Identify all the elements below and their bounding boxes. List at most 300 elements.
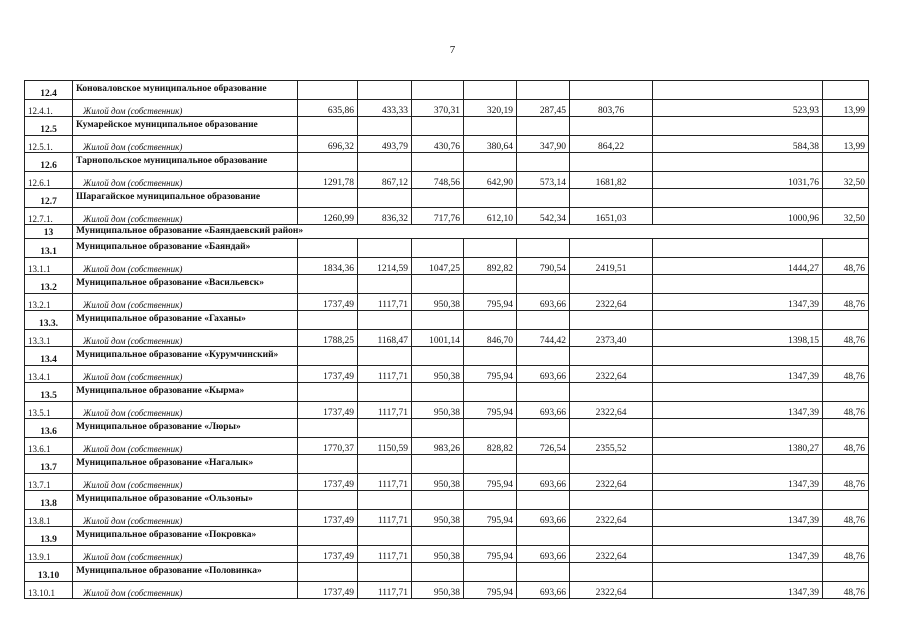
empty-cell [412, 383, 464, 402]
section-title: Муниципальное образование «Васильевск» [73, 275, 298, 294]
row-code: 13.10 [25, 563, 73, 582]
empty-cell [823, 189, 869, 208]
row-code: 13.5 [25, 383, 73, 402]
row-code: 13 [25, 225, 73, 239]
value-cell: 2419,51 [570, 258, 653, 275]
row-title: Жилой дом (собственник) [73, 438, 298, 455]
value-cell: 836,32 [358, 208, 412, 225]
value-cell: 748,56 [412, 172, 464, 189]
empty-cell [412, 275, 464, 294]
value-cell: 846,70 [464, 330, 517, 347]
row-code: 12.7.1. [25, 208, 73, 225]
empty-cell [464, 81, 517, 100]
empty-cell [653, 419, 823, 438]
empty-cell [358, 311, 412, 330]
empty-cell [464, 347, 517, 366]
value-cell: 2355,52 [570, 438, 653, 455]
empty-cell [412, 311, 464, 330]
value-cell: 635,86 [298, 100, 358, 117]
row-code: 12.7 [25, 189, 73, 208]
row-code: 12.5.1. [25, 136, 73, 153]
empty-cell [823, 239, 869, 258]
value-cell: 1398,15 [653, 330, 823, 347]
value-cell: 1444,27 [653, 258, 823, 275]
empty-cell [517, 419, 570, 438]
section-title: Муниципальное образование «Половинка» [73, 563, 298, 582]
row-code: 13.5.1 [25, 402, 73, 419]
section-row [25, 239, 869, 258]
value-cell: 1737,49 [298, 510, 358, 527]
section-title: Муниципальное образование «Баяндай» [73, 239, 298, 258]
value-cell: 1347,39 [653, 402, 823, 419]
table-row [25, 546, 869, 563]
value-cell: 1260,99 [298, 208, 358, 225]
empty-cell [412, 153, 464, 172]
empty-cell [464, 491, 517, 510]
empty-cell [412, 455, 464, 474]
empty-cell [570, 153, 653, 172]
row-code: 13.6 [25, 419, 73, 438]
table-row [25, 208, 869, 225]
value-cell: 1737,49 [298, 546, 358, 563]
empty-cell [653, 189, 823, 208]
row-title: Жилой дом (собственник) [73, 136, 298, 153]
empty-cell [412, 491, 464, 510]
empty-cell [298, 347, 358, 366]
row-title: Жилой дом (собственник) [73, 402, 298, 419]
empty-cell [298, 419, 358, 438]
value-cell: 1681,82 [570, 172, 653, 189]
section-title: Кумарейское муниципальное образование [73, 117, 298, 136]
empty-cell [570, 117, 653, 136]
empty-cell [517, 117, 570, 136]
empty-cell [517, 491, 570, 510]
empty-cell [358, 117, 412, 136]
row-title: Жилой дом (собственник) [73, 100, 298, 117]
empty-cell [823, 563, 869, 582]
row-title: Жилой дом (собственник) [73, 510, 298, 527]
value-cell: 48,76 [823, 438, 869, 455]
empty-cell [823, 117, 869, 136]
empty-cell [358, 347, 412, 366]
section-row [25, 81, 869, 100]
value-cell: 1168,47 [358, 330, 412, 347]
value-cell: 693,66 [517, 546, 570, 563]
row-title: Жилой дом (собственник) [73, 172, 298, 189]
empty-cell [570, 275, 653, 294]
empty-cell [298, 81, 358, 100]
value-cell: 1117,71 [358, 582, 412, 599]
value-cell: 726,54 [517, 438, 570, 455]
section-title: Муниципальное образование «Гаханы» [73, 311, 298, 330]
empty-cell [412, 347, 464, 366]
value-cell: 1000,96 [653, 208, 823, 225]
value-cell: 1737,49 [298, 582, 358, 599]
empty-cell [412, 563, 464, 582]
empty-cell [358, 563, 412, 582]
value-cell: 1737,49 [298, 402, 358, 419]
empty-cell [298, 383, 358, 402]
empty-cell [464, 455, 517, 474]
empty-cell [570, 455, 653, 474]
empty-cell [298, 527, 358, 546]
value-cell: 1788,25 [298, 330, 358, 347]
value-cell: 48,76 [823, 474, 869, 491]
table-row [25, 366, 869, 383]
empty-cell [517, 275, 570, 294]
empty-cell [464, 189, 517, 208]
value-cell: 13,99 [823, 136, 869, 153]
empty-cell [298, 239, 358, 258]
value-cell: 744,42 [517, 330, 570, 347]
row-code: 12.6.1 [25, 172, 73, 189]
empty-cell [517, 153, 570, 172]
section-row [25, 347, 869, 366]
empty-cell [358, 81, 412, 100]
empty-cell [653, 153, 823, 172]
empty-cell [464, 527, 517, 546]
value-cell: 696,32 [298, 136, 358, 153]
value-cell: 1117,71 [358, 510, 412, 527]
empty-cell [823, 455, 869, 474]
empty-cell [412, 189, 464, 208]
empty-cell [570, 189, 653, 208]
section-title: Муниципальное образование «Баяндаевский район» [73, 225, 869, 239]
value-cell: 950,38 [412, 402, 464, 419]
value-cell: 983,26 [412, 438, 464, 455]
empty-cell [298, 491, 358, 510]
row-code: 13.9.1 [25, 546, 73, 563]
empty-cell [823, 311, 869, 330]
empty-cell [464, 117, 517, 136]
value-cell: 32,50 [823, 172, 869, 189]
empty-cell [823, 153, 869, 172]
empty-cell [298, 153, 358, 172]
value-cell: 13,99 [823, 100, 869, 117]
empty-cell [570, 81, 653, 100]
empty-cell [653, 81, 823, 100]
table-body [25, 81, 869, 599]
empty-cell [412, 117, 464, 136]
value-cell: 1347,39 [653, 546, 823, 563]
table-row [25, 438, 869, 455]
value-cell: 693,66 [517, 366, 570, 383]
value-cell: 2373,40 [570, 330, 653, 347]
value-cell: 950,38 [412, 582, 464, 599]
empty-cell [653, 383, 823, 402]
section-title: Муниципальное образование «Нагалык» [73, 455, 298, 474]
value-cell: 693,66 [517, 474, 570, 491]
section-title: Тарнопольское муниципальное образование [73, 153, 298, 172]
value-cell: 1347,39 [653, 366, 823, 383]
value-cell: 950,38 [412, 366, 464, 383]
value-cell: 287,45 [517, 100, 570, 117]
row-code: 13.4.1 [25, 366, 73, 383]
empty-cell [298, 563, 358, 582]
table-row [25, 136, 869, 153]
value-cell: 2322,64 [570, 510, 653, 527]
empty-cell [517, 311, 570, 330]
empty-cell [823, 491, 869, 510]
empty-cell [358, 491, 412, 510]
empty-cell [823, 81, 869, 100]
table-row [25, 474, 869, 491]
value-cell: 693,66 [517, 402, 570, 419]
value-cell: 1347,39 [653, 294, 823, 311]
section-title: Муниципальное образование «Кырма» [73, 383, 298, 402]
row-code: 13.4 [25, 347, 73, 366]
row-title: Жилой дом (собственник) [73, 546, 298, 563]
section-row [25, 563, 869, 582]
value-cell: 1047,25 [412, 258, 464, 275]
empty-cell [653, 491, 823, 510]
empty-cell [517, 527, 570, 546]
value-cell: 1001,14 [412, 330, 464, 347]
row-code: 13.3.1 [25, 330, 73, 347]
empty-cell [823, 383, 869, 402]
empty-cell [570, 239, 653, 258]
value-cell: 32,50 [823, 208, 869, 225]
value-cell: 1737,49 [298, 366, 358, 383]
value-cell: 1347,39 [653, 474, 823, 491]
value-cell: 523,93 [653, 100, 823, 117]
row-title: Жилой дом (собственник) [73, 330, 298, 347]
empty-cell [823, 527, 869, 546]
empty-cell [358, 419, 412, 438]
value-cell: 584,38 [653, 136, 823, 153]
empty-cell [298, 311, 358, 330]
value-cell: 1770,37 [298, 438, 358, 455]
row-title: Жилой дом (собственник) [73, 366, 298, 383]
empty-cell [653, 563, 823, 582]
empty-cell [358, 527, 412, 546]
value-cell: 795,94 [464, 366, 517, 383]
section-title: Коноваловское муниципальное образование [73, 81, 298, 100]
empty-cell [823, 275, 869, 294]
value-cell: 1150,59 [358, 438, 412, 455]
value-cell: 693,66 [517, 582, 570, 599]
empty-cell [517, 455, 570, 474]
value-cell: 1214,59 [358, 258, 412, 275]
value-cell: 320,19 [464, 100, 517, 117]
value-cell: 892,82 [464, 258, 517, 275]
value-cell: 1117,71 [358, 474, 412, 491]
row-title: Жилой дом (собственник) [73, 294, 298, 311]
value-cell: 1651,03 [570, 208, 653, 225]
row-code: 13.2.1 [25, 294, 73, 311]
row-title: Жилой дом (собственник) [73, 474, 298, 491]
row-code: 13.8 [25, 491, 73, 510]
empty-cell [653, 527, 823, 546]
row-code: 13.1 [25, 239, 73, 258]
row-code: 12.4.1. [25, 100, 73, 117]
value-cell: 795,94 [464, 294, 517, 311]
value-cell: 795,94 [464, 510, 517, 527]
table-row [25, 402, 869, 419]
value-cell: 2322,64 [570, 294, 653, 311]
empty-cell [653, 347, 823, 366]
value-cell: 795,94 [464, 474, 517, 491]
value-cell: 430,76 [412, 136, 464, 153]
empty-cell [298, 275, 358, 294]
value-cell: 48,76 [823, 546, 869, 563]
empty-cell [653, 311, 823, 330]
empty-cell [412, 81, 464, 100]
empty-cell [823, 419, 869, 438]
section-row [25, 455, 869, 474]
value-cell: 1117,71 [358, 402, 412, 419]
row-code: 13.6.1 [25, 438, 73, 455]
empty-cell [517, 347, 570, 366]
value-cell: 2322,64 [570, 402, 653, 419]
empty-cell [412, 239, 464, 258]
value-cell: 803,76 [570, 100, 653, 117]
row-code: 13.10.1 [25, 582, 73, 599]
empty-cell [298, 455, 358, 474]
section-row [25, 311, 869, 330]
empty-cell [570, 527, 653, 546]
row-code: 13.9 [25, 527, 73, 546]
empty-cell [412, 419, 464, 438]
row-code: 13.3. [25, 311, 73, 330]
section-row [25, 527, 869, 546]
empty-cell [464, 563, 517, 582]
row-code: 13.7.1 [25, 474, 73, 491]
value-cell: 48,76 [823, 366, 869, 383]
empty-cell [570, 383, 653, 402]
value-cell: 2322,64 [570, 366, 653, 383]
value-cell: 950,38 [412, 474, 464, 491]
row-title: Жилой дом (собственник) [73, 208, 298, 225]
section-title: Муниципальное образование «Покровка» [73, 527, 298, 546]
empty-cell [517, 563, 570, 582]
value-cell: 867,12 [358, 172, 412, 189]
section-row [25, 189, 869, 208]
value-cell: 1117,71 [358, 366, 412, 383]
empty-cell [653, 455, 823, 474]
row-code: 12.4 [25, 81, 73, 100]
empty-cell [653, 239, 823, 258]
empty-cell [464, 383, 517, 402]
value-cell: 1031,76 [653, 172, 823, 189]
value-cell: 433,33 [358, 100, 412, 117]
table-row [25, 100, 869, 117]
empty-cell [464, 275, 517, 294]
empty-cell [570, 311, 653, 330]
empty-cell [464, 311, 517, 330]
row-code: 12.5 [25, 117, 73, 136]
value-cell: 380,64 [464, 136, 517, 153]
value-cell: 1834,36 [298, 258, 358, 275]
table-row [25, 510, 869, 527]
empty-cell [298, 117, 358, 136]
empty-cell [570, 419, 653, 438]
empty-cell [653, 275, 823, 294]
empty-cell [653, 117, 823, 136]
section-row [25, 153, 869, 172]
value-cell: 1117,71 [358, 294, 412, 311]
value-cell: 347,90 [517, 136, 570, 153]
empty-cell [823, 347, 869, 366]
value-cell: 828,82 [464, 438, 517, 455]
row-title: Жилой дом (собственник) [73, 258, 298, 275]
value-cell: 693,66 [517, 510, 570, 527]
row-code: 13.1.1 [25, 258, 73, 275]
value-cell: 790,54 [517, 258, 570, 275]
value-cell: 1347,39 [653, 582, 823, 599]
table-row [25, 294, 869, 311]
row-code: 12.6 [25, 153, 73, 172]
value-cell: 2322,64 [570, 582, 653, 599]
empty-cell [517, 239, 570, 258]
value-cell: 493,79 [358, 136, 412, 153]
value-cell: 950,38 [412, 510, 464, 527]
value-cell: 48,76 [823, 582, 869, 599]
empty-cell [464, 239, 517, 258]
empty-cell [358, 383, 412, 402]
empty-cell [517, 383, 570, 402]
empty-cell [464, 419, 517, 438]
empty-cell [358, 275, 412, 294]
empty-cell [358, 239, 412, 258]
section-row [25, 275, 869, 294]
empty-cell [358, 189, 412, 208]
value-cell: 950,38 [412, 546, 464, 563]
value-cell: 1737,49 [298, 294, 358, 311]
value-cell: 717,76 [412, 208, 464, 225]
value-cell: 48,76 [823, 258, 869, 275]
value-cell: 2322,64 [570, 474, 653, 491]
tariff-table [24, 80, 869, 599]
value-cell: 2322,64 [570, 546, 653, 563]
value-cell: 48,76 [823, 330, 869, 347]
table-row [25, 330, 869, 347]
section-title: Муниципальное образование «Ользоны» [73, 491, 298, 510]
empty-cell [570, 347, 653, 366]
empty-cell [412, 527, 464, 546]
page-number: 7 [449, 44, 456, 56]
empty-cell [358, 153, 412, 172]
value-cell: 573,14 [517, 172, 570, 189]
value-cell: 950,38 [412, 294, 464, 311]
value-cell: 370,31 [412, 100, 464, 117]
table-row [25, 582, 869, 599]
row-code: 13.8.1 [25, 510, 73, 527]
empty-cell [517, 189, 570, 208]
empty-cell [358, 455, 412, 474]
value-cell: 1117,71 [358, 546, 412, 563]
empty-cell [298, 189, 358, 208]
value-cell: 795,94 [464, 546, 517, 563]
section-row [25, 225, 869, 239]
section-row [25, 419, 869, 438]
value-cell: 48,76 [823, 510, 869, 527]
section-row [25, 491, 869, 510]
section-title: Муниципальное образование «Люры» [73, 419, 298, 438]
value-cell: 642,90 [464, 172, 517, 189]
section-row [25, 383, 869, 402]
value-cell: 795,94 [464, 582, 517, 599]
empty-cell [517, 81, 570, 100]
empty-cell [570, 491, 653, 510]
table-row [25, 258, 869, 275]
row-title: Жилой дом (собственник) [73, 582, 298, 599]
value-cell: 48,76 [823, 294, 869, 311]
value-cell: 48,76 [823, 402, 869, 419]
empty-cell [464, 153, 517, 172]
table-row [25, 172, 869, 189]
section-title: Шарагайское муниципальное образование [73, 189, 298, 208]
